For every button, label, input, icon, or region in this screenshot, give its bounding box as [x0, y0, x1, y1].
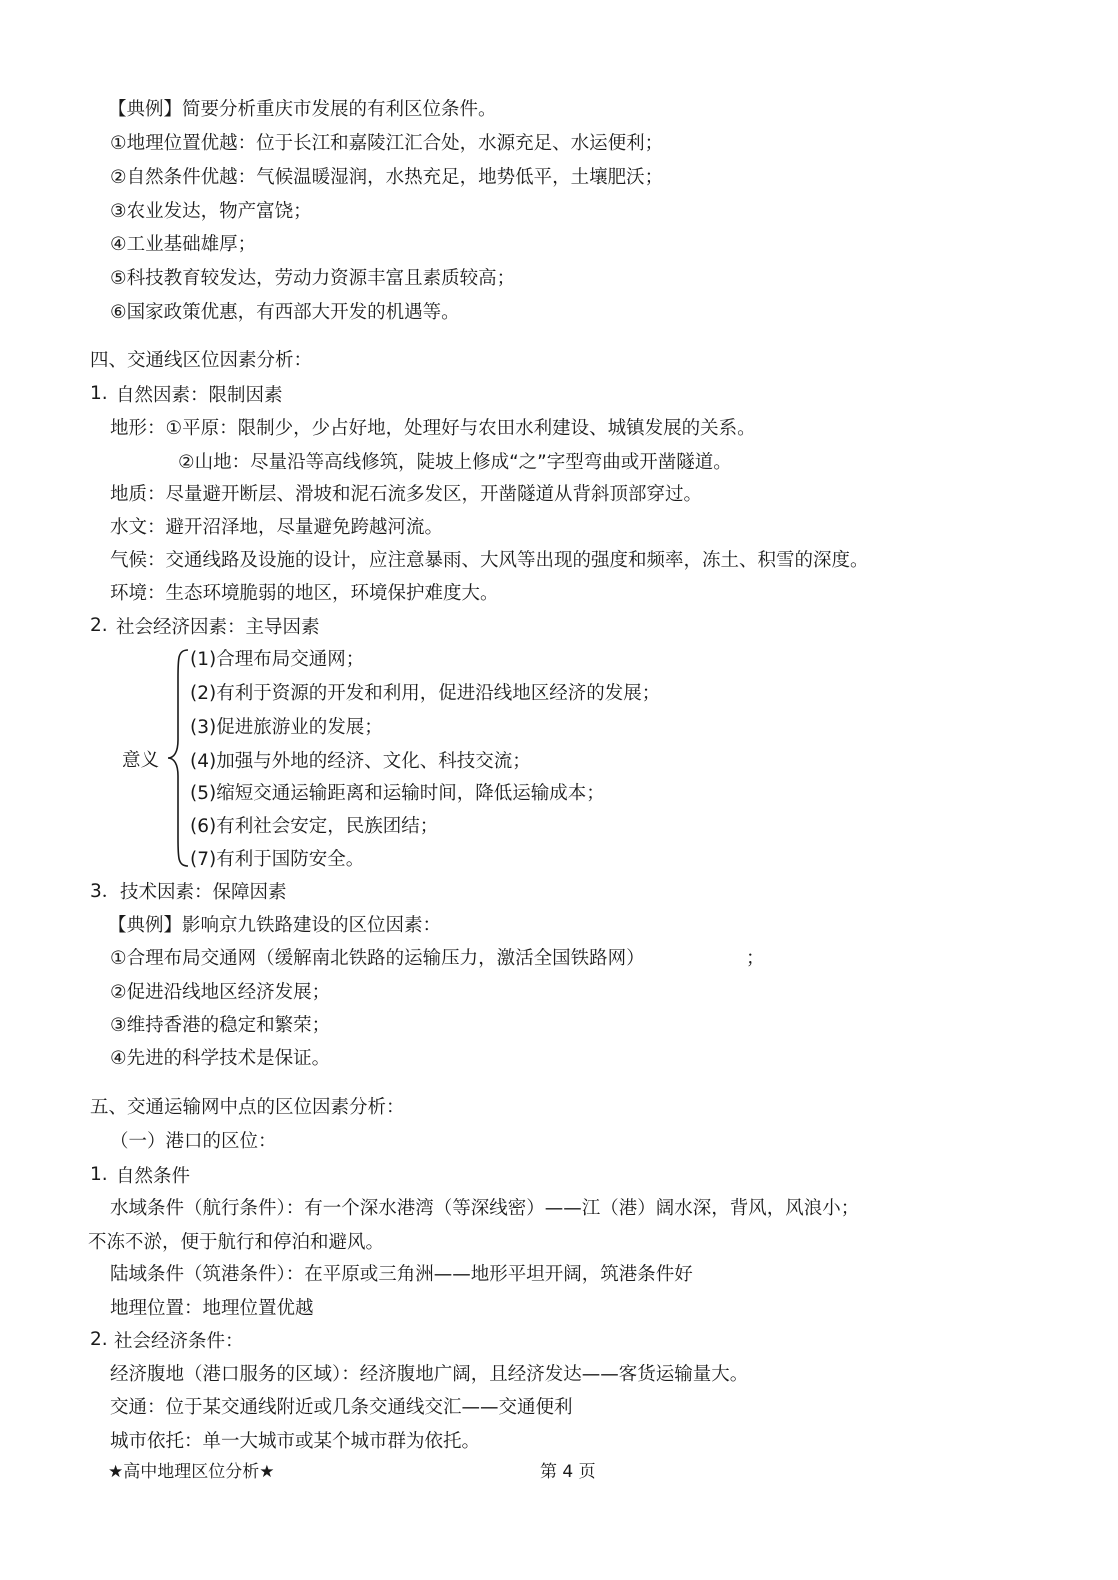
example1-item-1: ①地理位置优越：位于长江和嘉陵江汇合处，水源充足、水运便利； [110, 133, 664, 154]
example1-title: 【典例】简要分析重庆市发展的有利区位条件。 [108, 99, 497, 120]
geology: 地质：尽量避开断层、滑坡和泥石流多发区，开凿隧道从背斜顶部穿过。 [110, 484, 703, 505]
terrain-plain: 地形：①平原：限制少，少占好地，处理好与农田水利建设、城镇发展的关系。 [110, 418, 756, 439]
example2-item-2: ②促进沿线地区经济发展； [110, 982, 331, 1003]
economic-hinterland: 经济腹地（港口服务的区域）：经济腹地广阔，且经济发达——客货运输量大。 [110, 1364, 749, 1385]
example2-title: 【典例】影响京九铁路建设的区位因素： [108, 915, 442, 936]
land-area-condition: 陆域条件（筑港条件）：在平原或三角洲——地形平坦开阔，筑港条件好 [110, 1264, 693, 1285]
example1-item-6: ⑥国家政策优惠，有西部大开发的机遇等。 [110, 302, 460, 323]
port-natural-number: 1. [90, 1164, 108, 1185]
section4-heading: 四、交通线区位因素分析： [90, 350, 313, 371]
terrain-mountain: ②山地：尽量沿等高线修筑，陡坡上修成“之”字型弯曲或开凿隧道。 [178, 452, 732, 473]
section5-heading: 五、交通运输网中点的区位因素分析： [90, 1097, 405, 1118]
example1-item-2: ②自然条件优越：气候温暖湿润，水热充足，地势低平，土壤肥沃； [110, 167, 664, 188]
port-socioeconomic-number: 2. [90, 1329, 108, 1350]
port-location-heading: （一）港口的区位： [110, 1131, 277, 1152]
meaning-item-7: (7)有利于国防安全。 [190, 849, 365, 870]
natural-factor-title: 自然因素：限制因素 [116, 385, 283, 406]
example1-item-4: ④工业基础雄厚； [110, 234, 257, 255]
technology-factor-number: 3． [90, 881, 121, 902]
climate: 气候：交通线路及设施的设计，应注意暴雨、大风等出现的强度和频率，冻土、积雪的深度。 [110, 550, 869, 571]
example1-item-3: ③农业发达，物产富饶； [110, 201, 312, 222]
example2-item-3: ③维持香港的稳定和繁荣； [110, 1015, 331, 1036]
socioeconomic-factor-number: 2. [90, 615, 108, 636]
page-number: 第 4 页 [540, 1462, 596, 1482]
port-natural-title: 自然条件 [116, 1166, 191, 1187]
water-area-condition-cont: 不冻不淤，便于航行和停泊和避风。 [88, 1232, 385, 1253]
example2-item-4: ④先进的科学技术是保证。 [110, 1048, 331, 1069]
meaning-item-4: (4)加强与外地的经济、文化、科技交流； [190, 751, 531, 772]
footer-title: ★高中地理区位分析★ [108, 1462, 275, 1482]
environment: 环境：生态环境脆弱的地区，环境保护难度大。 [110, 583, 499, 604]
city-support: 城市依托：单一大城市或某个城市群为依托。 [110, 1431, 481, 1452]
water-area-condition: 水域条件（航行条件）：有一个深水港湾（等深线密）——江（港）阔水深，背风，风浪小； [110, 1198, 860, 1219]
meaning-item-1: (1)合理布局交通网； [190, 649, 365, 670]
curly-brace [166, 648, 190, 868]
meaning-item-2: (2)有利于资源的开发和利用，促进沿线地区经济的发展； [190, 683, 661, 704]
meaning-item-5: (5)缩短交通运输距离和运输时间，降低运输成本； [190, 783, 605, 804]
example2-item-1: ①合理布局交通网（缓解南北铁路的运输压力，激活全国铁路网） [110, 948, 645, 969]
example2-item-1-end: ； [746, 948, 765, 969]
meaning-label: 意义 [122, 750, 160, 771]
technology-factor-title: 技术因素：保障因素 [120, 882, 287, 903]
meaning-item-6: (6)有利社会安定，民族团结； [190, 816, 439, 837]
hydrology: 水文：避开沼泽地，尽量避免跨越河流。 [110, 517, 444, 538]
socioeconomic-factor-title: 社会经济因素：主导因素 [116, 617, 320, 638]
natural-factor-number: 1. [90, 383, 108, 404]
port-socioeconomic-title: 社会经济条件： [114, 1331, 244, 1352]
meaning-item-3: (3)促进旅游业的发展； [190, 717, 383, 738]
geographic-location: 地理位置：地理位置优越 [110, 1298, 314, 1319]
transport-access: 交通：位于某交通线附近或几条交通线交汇——交通便利 [110, 1397, 573, 1418]
example1-item-5: ⑤科技教育较发达，劳动力资源丰富且素质较高； [110, 268, 516, 289]
